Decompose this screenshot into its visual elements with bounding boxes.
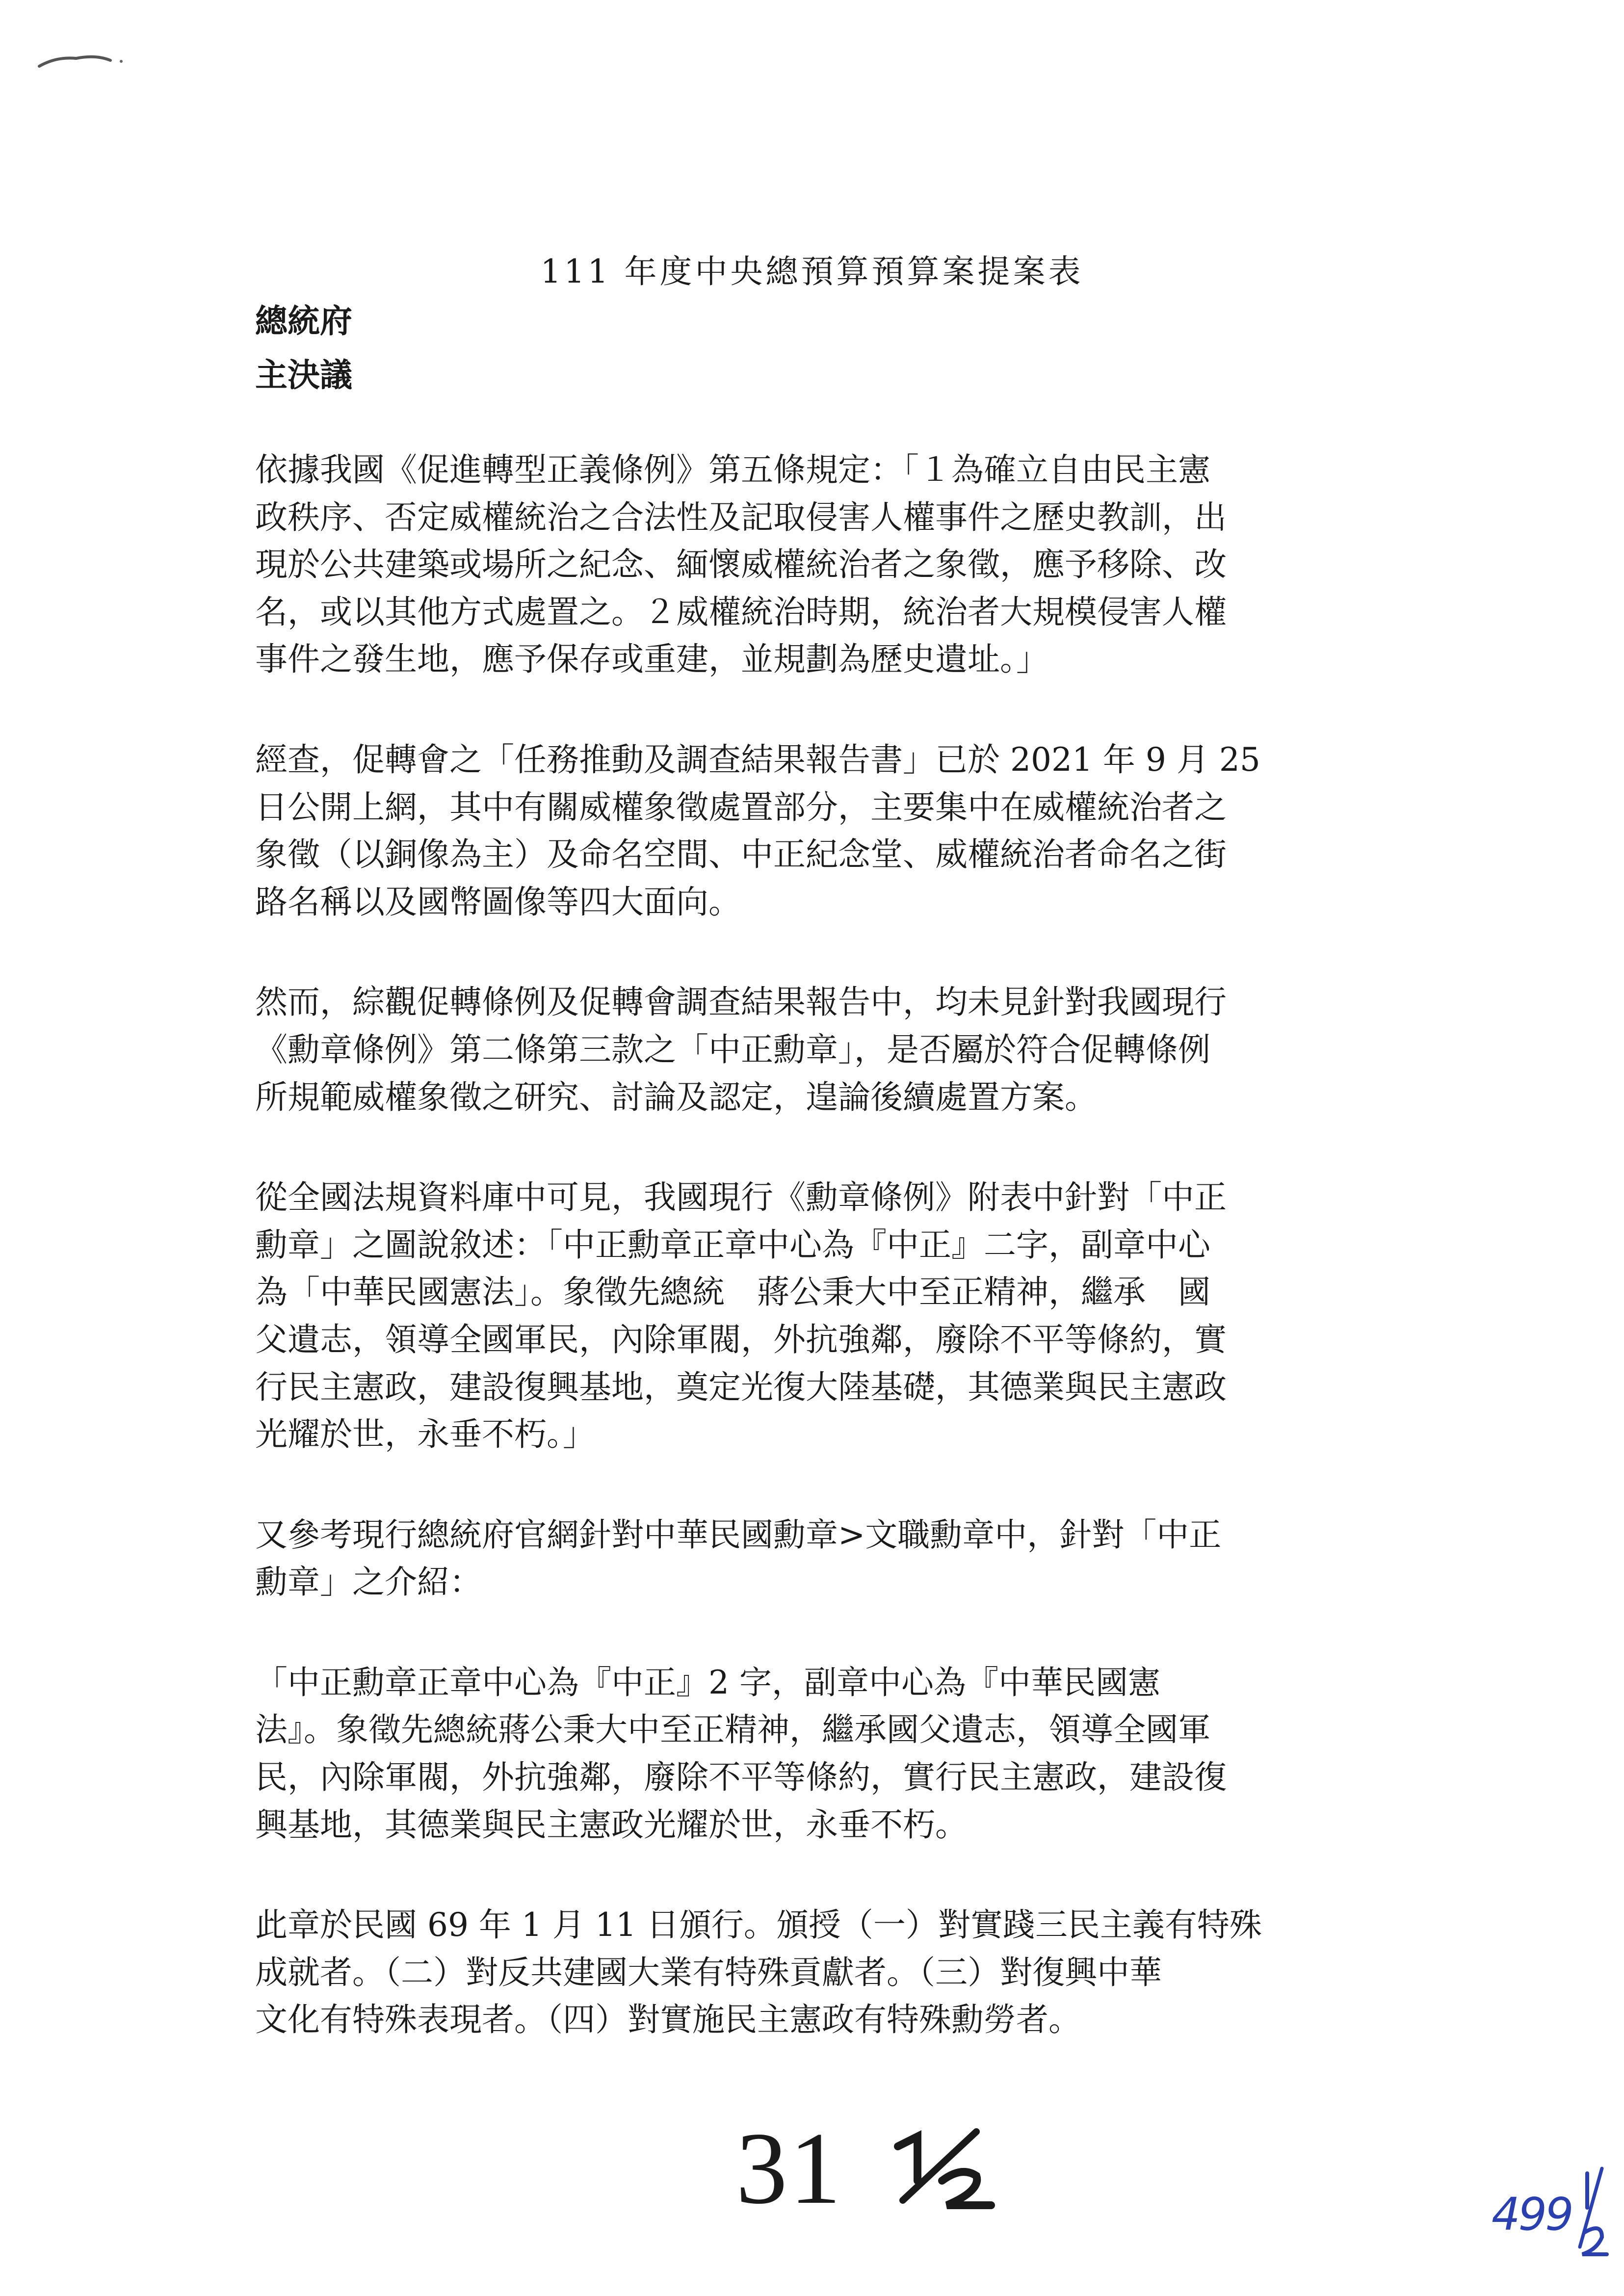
paragraph-gap-analysis: 然而，綜觀促轉條例及促轉會調查結果報告中，均未見針對我國現行 《勳章條例》第二條第三款之「中正勳章」，是否屬於符合促轉條例 所規範威權象徵之研究、討論及認定，遑論後續處置方案。 [255, 983, 1227, 1116]
document-title: 111 年度中央總預算預算案提案表 [540, 253, 1084, 290]
header-block [255, 294, 352, 402]
handwritten-stamp-fraction [1568, 2159, 1612, 2262]
handwritten-fraction-mark [888, 2127, 1001, 2210]
paragraph-website-reference: 又參考現行總統府官網針對中華民國勳章>文職勳章中，針對「中正 勳章」之介紹： [255, 1515, 1222, 1601]
paragraph-award-criteria: 此章於民國 69 年 1 月 11 日頒行。頒授（一）對實踐三民主義有特殊 成就者。（二）對反共建國大業有特殊貢獻者。（三）對復興中華 文化有特殊表現者。（四）對實施民主憲政有特殊勳勞者。 [255, 1906, 1262, 2039]
agency-name: 總統府 [255, 302, 352, 340]
section-name: 主決議 [255, 356, 352, 394]
handwritten-stamp-number: 499 [1492, 2188, 1572, 2241]
proposal-body [255, 446, 1423, 2097]
paragraph-legal-basis: 依據我國《促進轉型正義條例》第五條規定：「１為確立自由民主憲 政秩序、否定威權統治之合法性及記取侵害人權事件之歷史教訓，出 現於公共建築或場所之紀念、緬懷威權統治者之象徵，應予移除、改 名，或以其他方式處置之。２威權統治時期，統治者大規模侵害人權 事件之發生地，應予保存或重建，並規劃為歷史遺址。」 [255, 451, 1227, 678]
paragraph-review-findings: 經查，促轉會之「任務推動及調查結果報告書」已於 2021 年 9 月 25 日公開上網，其中有關威權象徵處置部分，主要集中在威權統治者之 象徵（以銅像為主）及命名空間、中正紀念堂、威權統治者命名之街 路名稱以及國幣圖像等四大面向。 [255, 740, 1260, 921]
scan-smudge-mark [37, 52, 130, 71]
paragraph-website-quote: 「中正勳章正章中心為『中正』2 字，副章中心為『中華民國憲 法』。象徵先總統蔣公秉大中至正精神，繼承國父遺志，領導全國軍 民，內除軍閥，外抗強鄰，廢除不平等條約，實行民主憲政，建設復 興基地，其德業與民主憲政光耀於世，永垂不朽。 [255, 1663, 1227, 1844]
paragraph-regulation-text: 從全國法規資料庫中可見，我國現行《勳章條例》附表中針對「中正 勳章」之圖說敘述：「中正勳章正章中心為『中正』二字，副章中心 為「中華民國憲法」。象徵先總統 蔣公秉大中至正精神，繼承 國 父遺志，領導全國軍民，內除軍閥，外抗強鄰，廢除不平等條約，實 行民主憲政，建設復興基地，奠定光復大陸基礎，其德業與民主憲政 光耀於世，永垂不朽。」 [255, 1178, 1227, 1454]
page-number: 31 [736, 2112, 843, 2225]
